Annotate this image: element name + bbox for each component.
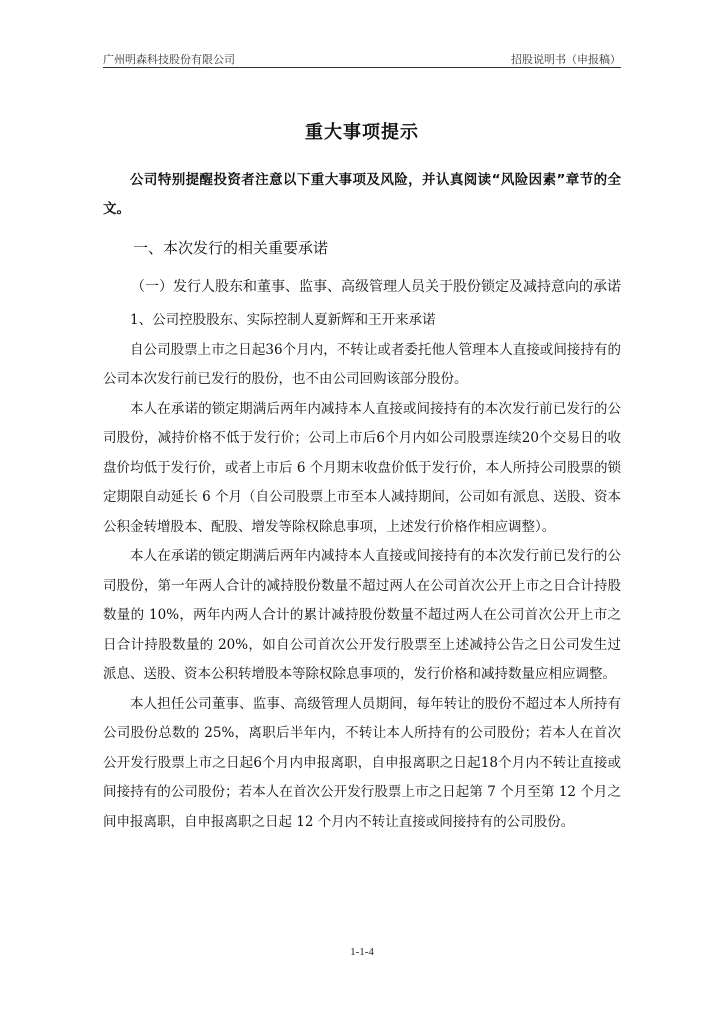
page-number: 1-1-4 [350,946,374,958]
body-paragraph: 本人在承诺的锁定期满后两年内减持本人直接或间接持有的本次发行前已发行的公司股份，第一年两人合计的减持股份数量不超过两人在公司首次公开上市之日合计持股数量的 10%，两年内两人合计的累计减持股份数量不超过两人在公司首次公开上市之日合计持股数量的 20%，如自公司首次公开发行股票至上述减持公告之日公司发生过派息、送股、资本公积转增股本等除权除息事项的，发行价格和减持数量应相应调整。 [103,548,621,682]
page-title: 重大事项提示 [305,122,419,143]
body-paragraph: 自公司股票上市之日起36个月内，不转让或者委托他人管理本人直接或间接持有的公司本次发行前已发行的股份，也不由公司回购该部分股份。 [103,341,621,387]
intro-paragraph: 公司特别提醒投资者注意以下重大事项及风险，并认真阅读“风险因素”章节的全文。 [103,172,621,217]
header-document-type: 招股说明书（申报稿） [511,53,621,66]
item-heading-1: 1、公司控股股东、实际控制人夏新辉和王开来承诺 [130,312,436,328]
page-header [103,47,621,68]
body-paragraph: 本人担任公司董事、监事、高级管理人员期间，每年转让的股份不超过本人所持有公司股份总数的 25%，离职后半年内，不转让本人所持有的公司股份；若本人在首次公开发行股票上市之日起6个月内申报离职，自申报离职之日起18个月内不转让直接或间接持有的公司股份；若本人在首次公开发行股票上市之日起第 7 个月至第 12 个月之间申报离职，自申报离职之日起 12 个月内不转让直接或间接持有的公司股份。 [103,695,621,830]
body-paragraph: 本人在承诺的锁定期满后两年内减持本人直接或间接持有的本次发行前已发行的公司股份，减持价格不低于发行价；公司上市后6个月内如公司股票连续20个交易日的收盘价均低于发行价，或者上市后 6 个月期末收盘价低于发行价，本人所持公司股票的锁定期限自动延长 6 个月（自公司股票上市至本人减持期间，公司如有派息、送股、资本公积金转增股本、配股、增发等除权除息事项，上述发行价格作相应调整）。 [103,400,621,535]
section-heading-1: 一、本次发行的相关重要承诺 [133,239,329,257]
document-body [103,166,621,837]
header-company-name: 广州明森科技股份有限公司 [103,53,235,66]
subsection-heading-1: （一）发行人股东和董事、监事、高级管理人员关于股份锁定及减持意向的承诺 [131,279,621,295]
